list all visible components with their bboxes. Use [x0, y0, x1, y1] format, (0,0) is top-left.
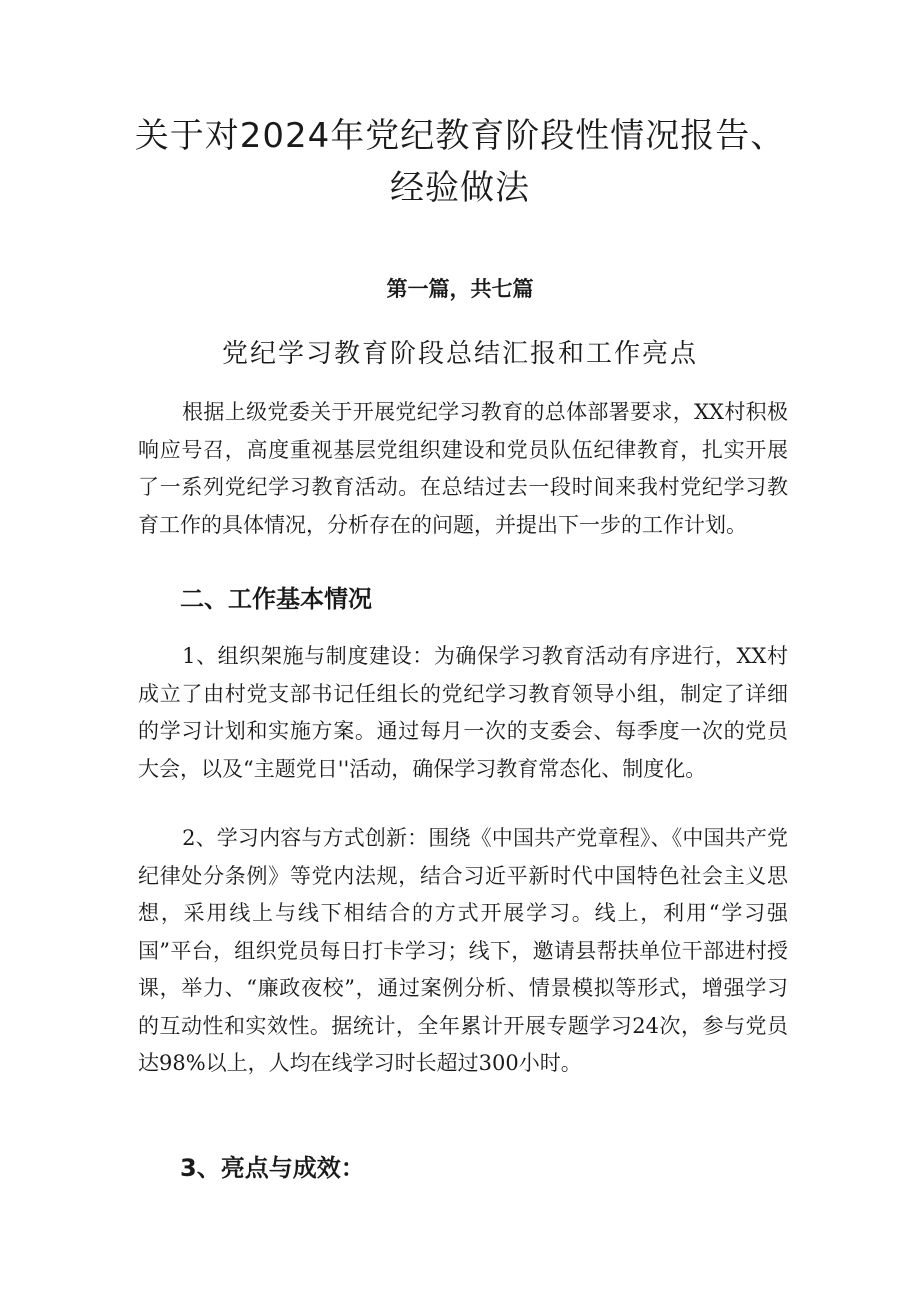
document-title: 关于对2024年党纪教育阶段性情况报告、经验做法: [134, 116, 786, 208]
learning-content-paragraph: 2、学习内容与方式创新：围绕《中国共产党章程》、《中国共产党纪律处分条例》等党内法规，结合习近平新时代中国特色社会主义思想，采用线上与线下相结合的方式开展学习。线上，利用“学习强国”平台，组织党员每日打卡学习；线下，邀请县帮扶单位干部进村授课，举力、“廉政夜校”，通过案例分析、情景模拟等形式，增强学习的互动性和实效性。据统计，全年累计开展专题学习24次，参与党员达98%以上，人均在线学习时长超过300小时。: [138, 826, 788, 1075]
document-subtitle: 党纪学习教育阶段总结汇报和工作亮点: [221, 339, 698, 369]
intro-paragraph: 根据上级党委关于开展党纪学习教育的总体部署要求，XX村积极响应号召，高度重视基层党组织建设和党员队伍纪律教育，扎实开展了一系列党纪学习教育活动。在总结过去一段时间来我村党纪学习教育工作的具体情况，分析存在的问题，并提出下一步的工作计划。: [138, 400, 788, 537]
organization-paragraph: 1、组织架施与制度建设：为确保学习教育活动有序进行，XX村成立了由村党支部书记任组长的党纪学习教育领导小组，制定了详细的学习计划和实施方案。通过每月一次的支委会、每季度一次的党员大会，以及“主题党日''活动，确保学习教育常态化、制度化。: [138, 644, 788, 781]
section-heading-highlights: 3、亮点与成效：: [180, 1154, 365, 1182]
section-heading-basic-situation: 二、工作基本情况: [180, 585, 372, 613]
part-label: 第一篇，共七篇: [386, 277, 534, 301]
